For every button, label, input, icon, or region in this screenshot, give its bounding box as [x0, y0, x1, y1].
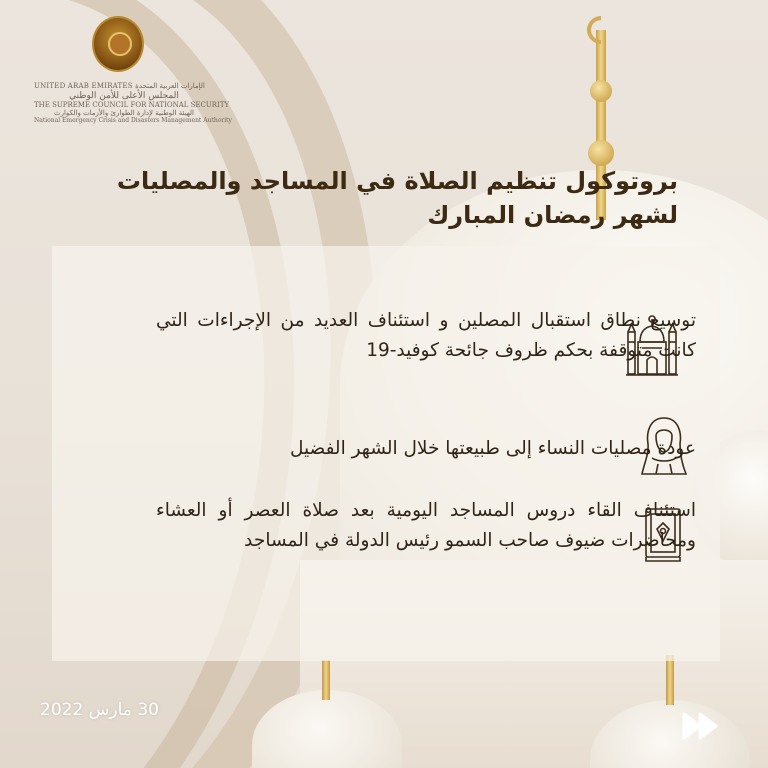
org-line1-en: UNITED ARAB EMIRATES	[34, 82, 133, 90]
org-line2-ar: المجلس الأعلى للأمن الوطني	[69, 91, 179, 101]
fast-forward-icon	[678, 710, 724, 742]
org-line5-en: National Emergency Crisis and Disasters Management Authority	[34, 117, 232, 124]
uae-emblem-logo	[92, 16, 144, 72]
page-title	[98, 164, 678, 232]
org-line3-en: THE SUPREME COUNCIL FOR NATIONAL SECURITY	[34, 101, 230, 109]
org-line4-ar: الهيئة الوطنية لإدارة الطوارئ والأزمات والكوارث	[53, 109, 195, 117]
next-slide-button[interactable]	[678, 710, 724, 742]
list-item: استئناف القاء دروس المساجد اليومية بعد صلاة العصر أو العشاء ومحاضرات ضيوف صاحب السمو رئيس الدولة في المساجد	[156, 500, 696, 551]
list-item: عودة مصليات النساء إلى طبيعتها خلال الشهر الفضيل	[289, 438, 696, 459]
organization-header	[34, 82, 274, 124]
publish-date: 30 مارس 2022	[40, 700, 159, 720]
title-line2: لشهر رمضان المبارك	[427, 201, 678, 229]
org-line1-ar: الإمارات العربية المتحدة	[135, 82, 205, 90]
title-line1: بروتوكول تنظيم الصلاة في المساجد والمصليات	[116, 167, 678, 195]
list-item: توسيع نطاق استقبال المصلين و استئناف العديد من الإجراءات التي كانت متوقفة بحكم ظروف جائحة كوفيد-19	[156, 310, 696, 361]
